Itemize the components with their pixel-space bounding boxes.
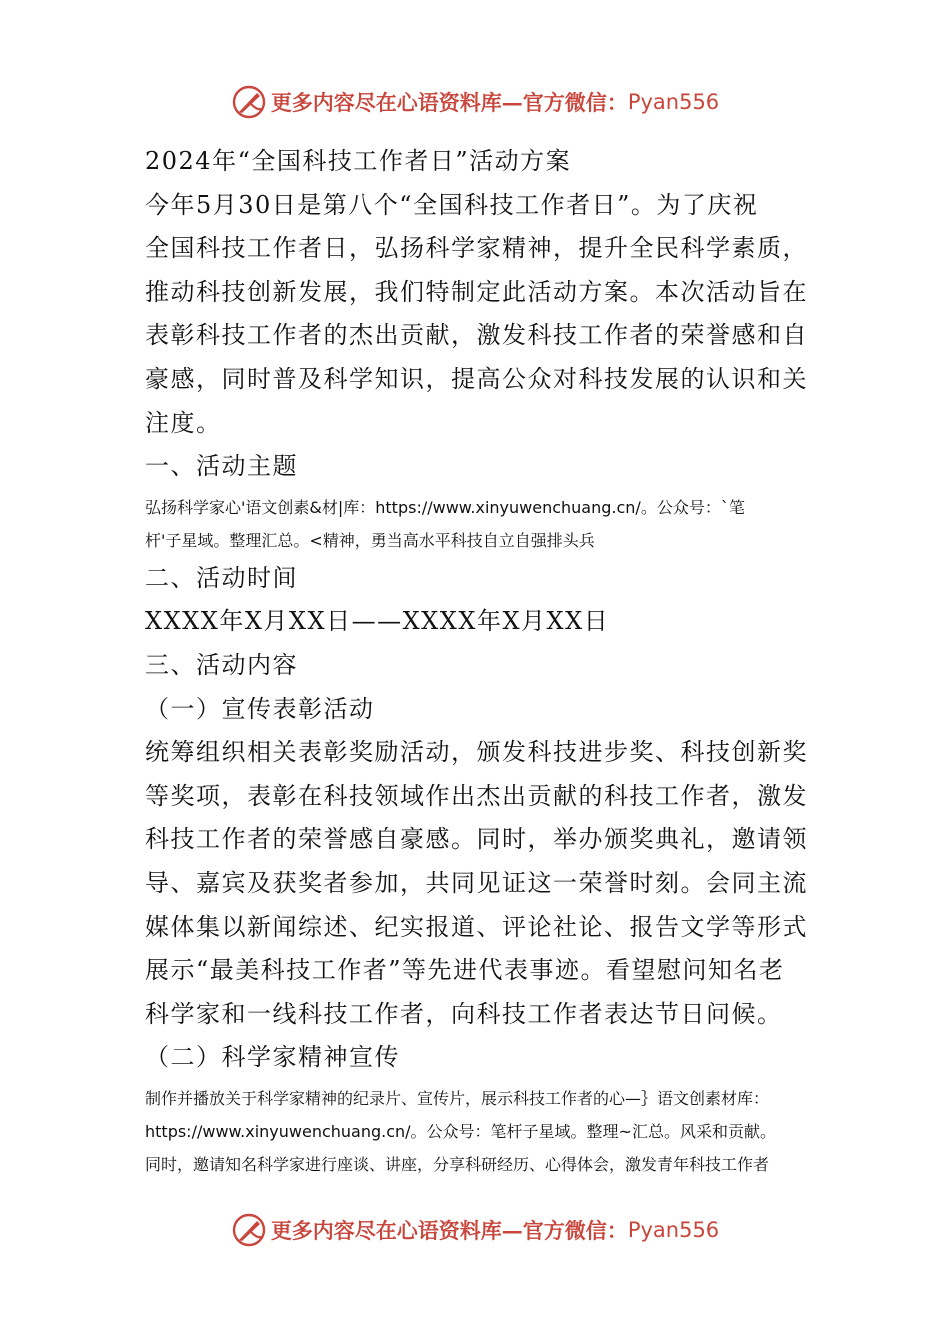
spirit-line: https://www.xinyuwenchuang.cn/。公众号：笔杆子星域。整理~汇总。风采和贡献。: [145, 1121, 776, 1141]
awards-line: 展示“最美科技工作者”等先进代表事迹。看望慰问知名老: [145, 956, 785, 985]
intro-line: 全国科技工作者日，弘扬科学家精神，提升全民科学素质，: [145, 234, 808, 263]
quill-logo-icon: [231, 1212, 267, 1248]
intro-line: 豪感，同时普及科学知识，提高公众对科技发展的认识和关: [145, 364, 808, 393]
section-heading-theme: 一、活动主题: [145, 452, 298, 481]
watermark-text: 更多内容尽在心语资料库—官方微信：: [270, 90, 628, 115]
awards-line: 科技工作者的荣誉感自豪感。同时，举办颁奖典礼，邀请领: [145, 825, 808, 854]
subsection-heading-awards: （一）宣传表彰活动: [145, 694, 375, 723]
section-heading-time: 二、活动时间: [145, 563, 298, 592]
intro-line: 今年5月30日是第八个“全国科技工作者日”。为了庆祝: [145, 190, 759, 219]
quill-logo-icon: [231, 84, 267, 120]
intro-line: 注度。: [145, 408, 222, 437]
document-title: 2024年“全国科技工作者日”活动方案: [145, 147, 572, 175]
activity-time: XXXX年X月XX日——XXXX年X月XX日: [145, 607, 610, 636]
section-heading-content: 三、活动内容: [145, 650, 298, 679]
watermark-wechat-id: Pyan556: [627, 90, 720, 114]
spirit-line: 同时，邀请知名科学家进行座谈、讲座，分享科研经历、心得体会，激发青年科技工作者: [145, 1154, 770, 1174]
awards-line: 等奖项，表彰在科技领域作出杰出贡献的科技工作者，激发: [145, 781, 808, 810]
watermark-banner-top: [0, 82, 950, 122]
document-body: [145, 140, 815, 1181]
theme-line: 弘扬科学家心'语文创素&材|库：https://www.xinyuwenchuang.cn/。公众号：`笔: [145, 497, 745, 517]
spirit-line: 制作并播放关于科学家精神的纪录片、宣传片，展示科技工作者的心—｝语文创素材库：: [145, 1088, 770, 1108]
watermark-banner-bottom: [0, 1210, 950, 1250]
awards-line: 媒体集以新闻综述、纪实报道、评论社论、报告文学等形式: [145, 912, 808, 941]
intro-line: 推动科技创新发展，我们特制定此活动方案。本次活动旨在: [145, 277, 808, 306]
intro-line: 表彰科技工作者的杰出贡献，激发科技工作者的荣誉感和自: [145, 321, 808, 350]
watermark-text: 更多内容尽在心语资料库—官方微信：: [270, 1218, 628, 1243]
awards-line: 导、嘉宾及获奖者参加，共同见证这一荣誉时刻。会同主流: [145, 868, 808, 897]
theme-line: 杆'子星域。整理汇总。<精神，勇当高水平科技自立自强排头兵: [145, 530, 595, 550]
subsection-heading-spirit: （二）科学家精神宣传: [145, 1043, 400, 1072]
awards-line: 统筹组织相关表彰奖励活动，颁发科技进步奖、科技创新奖: [145, 738, 808, 767]
awards-line: 科学家和一线科技工作者，向科技工作者表达节日问候。: [145, 999, 783, 1028]
watermark-wechat-id: Pyan556: [627, 1218, 720, 1242]
